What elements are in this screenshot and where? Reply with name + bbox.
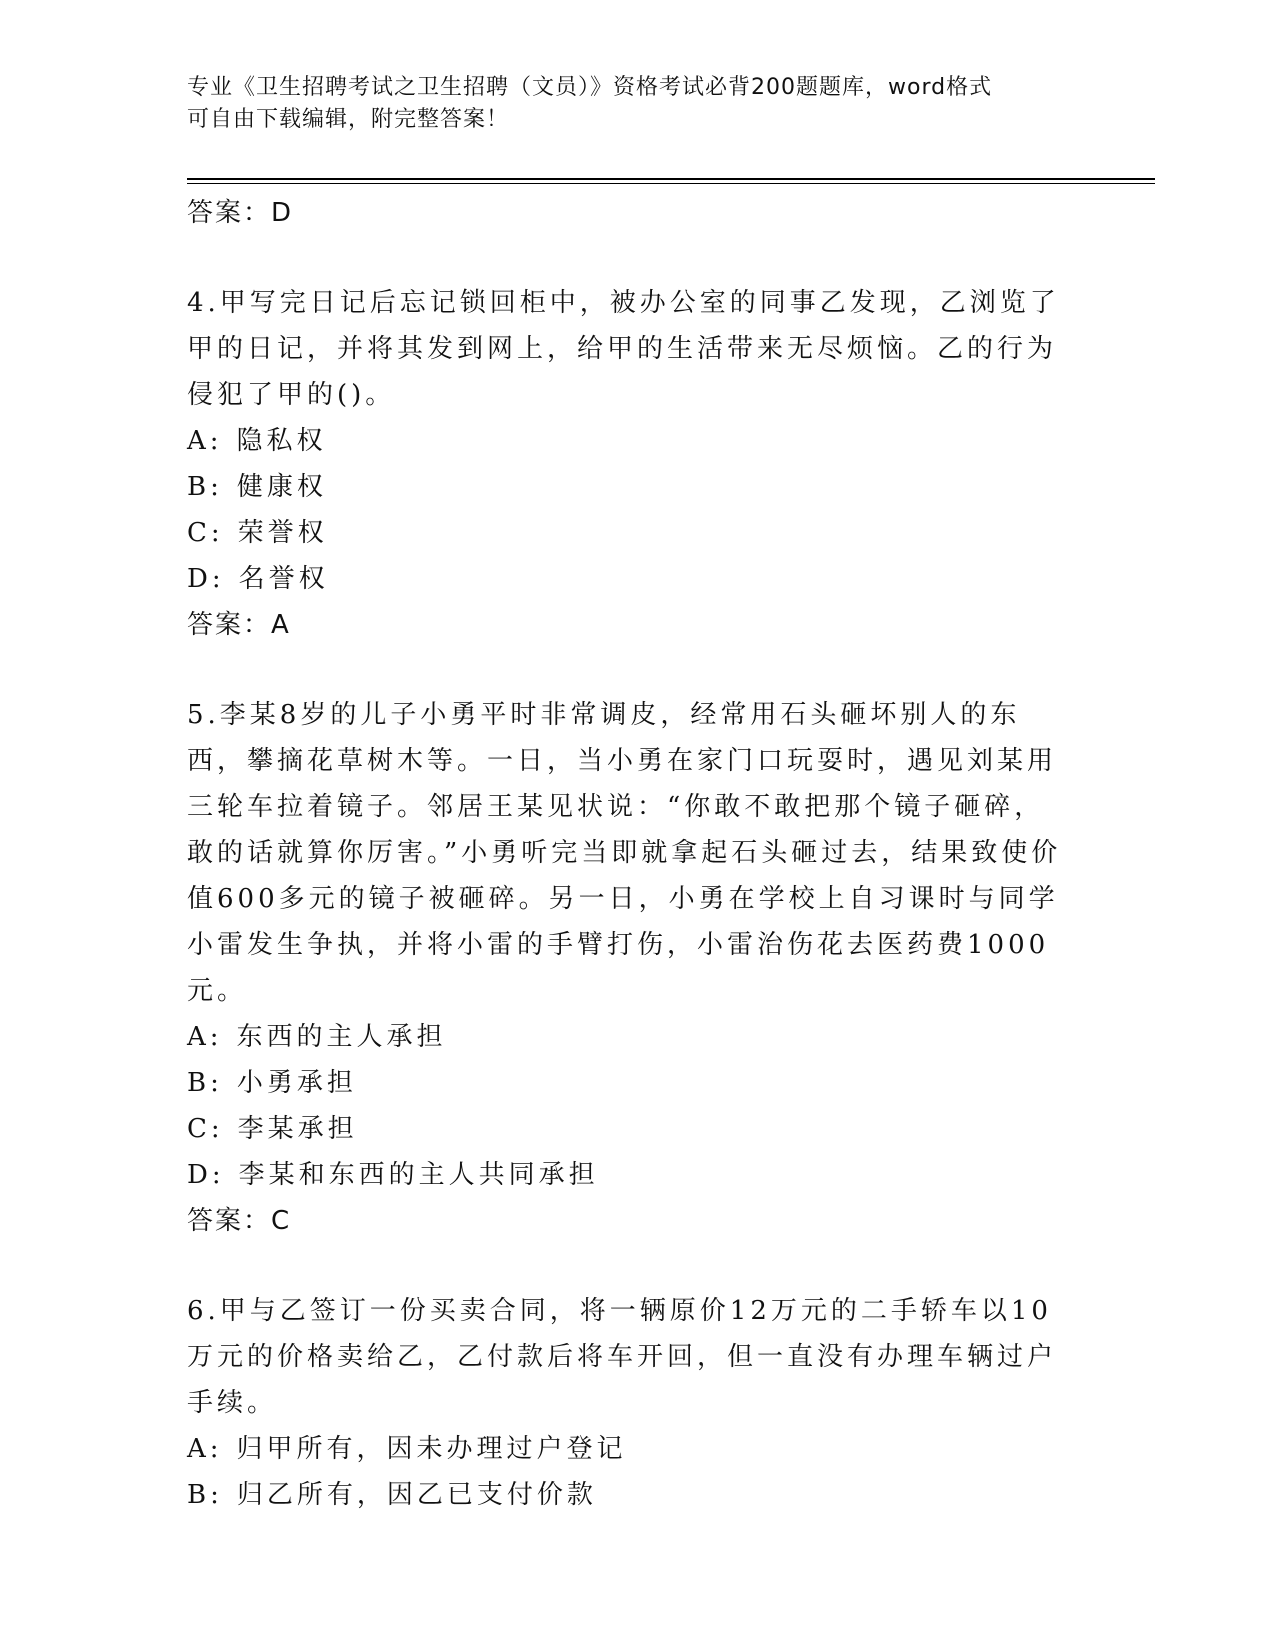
option-text: 归甲所有，因未办理过户登记 xyxy=(236,1434,627,1464)
option-d xyxy=(187,1152,1067,1198)
question-stem: 4.甲写完日记后忘记锁回柜中，被办公室的同事乙发现，乙浏览了甲的日记，并将其发到网上，给甲的生活带来无尽烦恼。乙的行为侵犯了甲的()。 xyxy=(187,288,1060,410)
header-rule-thin xyxy=(187,183,1155,184)
option-letter: A: xyxy=(187,1434,223,1464)
option-text: 健康权 xyxy=(236,472,327,502)
option-text: 隐私权 xyxy=(236,426,327,456)
question-answer: 答案：A xyxy=(187,610,291,640)
document-header xyxy=(187,72,1067,136)
question-5 xyxy=(187,692,1067,1244)
header-rule-thick xyxy=(187,178,1155,180)
option-text: 李某承担 xyxy=(237,1114,358,1144)
option-letter: C: xyxy=(187,518,224,548)
option-text: 名誉权 xyxy=(238,564,329,594)
option-b xyxy=(187,1060,1067,1106)
option-letter: D: xyxy=(187,564,225,594)
option-text: 小勇承担 xyxy=(236,1068,357,1098)
option-text: 归乙所有，因乙已支付价款 xyxy=(236,1480,597,1510)
option-letter: A: xyxy=(187,1022,223,1052)
option-c xyxy=(187,1106,1067,1152)
question-stem: 6.甲与乙签订一份买卖合同，将一辆原价12万元的二手轿车以10万元的价格卖给乙，乙付款后将车开回，但一直没有办理车辆过户手续。 xyxy=(187,1296,1058,1418)
option-d xyxy=(187,556,1067,602)
question-4 xyxy=(187,280,1067,648)
previous-answer: 答案：D xyxy=(187,198,294,228)
option-letter: A: xyxy=(187,426,223,456)
option-a xyxy=(187,1426,1067,1472)
question-stem: 5.李某8岁的儿子小勇平时非常调皮，经常用石头砸坏别人的东西，攀摘花草树木等。一日，当小勇在家门口玩耍时，遇见刘某用三轮车拉着镜子。邻居王某见状说：“你敢不敢把那个镜子砸碎，敢的话就算你厉害。”小勇听完当即就拿起石头砸过去，结果致使价值600多元的镜子被砸碎。另一日，小勇在学校上自习课时与同学小雷发生争执，并将小雷的手臂打伤，小雷治伤花去医药费1000元。 xyxy=(187,700,1062,1006)
question-6 xyxy=(187,1288,1067,1518)
option-letter: B: xyxy=(187,472,223,502)
option-text: 荣誉权 xyxy=(237,518,328,548)
option-letter: B: xyxy=(187,1068,223,1098)
spacer xyxy=(187,236,1067,280)
document-body xyxy=(187,190,1067,1518)
spacer xyxy=(187,648,1067,692)
header-line-2: 可自由下载编辑，附完整答案！ xyxy=(187,107,510,132)
option-letter: C: xyxy=(187,1114,224,1144)
option-c xyxy=(187,510,1067,556)
option-text: 东西的主人承担 xyxy=(236,1022,447,1052)
option-b xyxy=(187,464,1067,510)
option-letter: B: xyxy=(187,1480,223,1510)
option-a xyxy=(187,1014,1067,1060)
option-text: 李某和东西的主人共同承担 xyxy=(238,1160,599,1190)
option-b xyxy=(187,1472,1067,1518)
spacer xyxy=(187,1244,1067,1288)
question-answer: 答案：C xyxy=(187,1206,292,1236)
header-line-1: 专业《卫生招聘考试之卫生招聘（文员）》资格考试必背200题题库，word格式 xyxy=(187,75,993,100)
option-letter: D: xyxy=(187,1160,225,1190)
option-a xyxy=(187,418,1067,464)
